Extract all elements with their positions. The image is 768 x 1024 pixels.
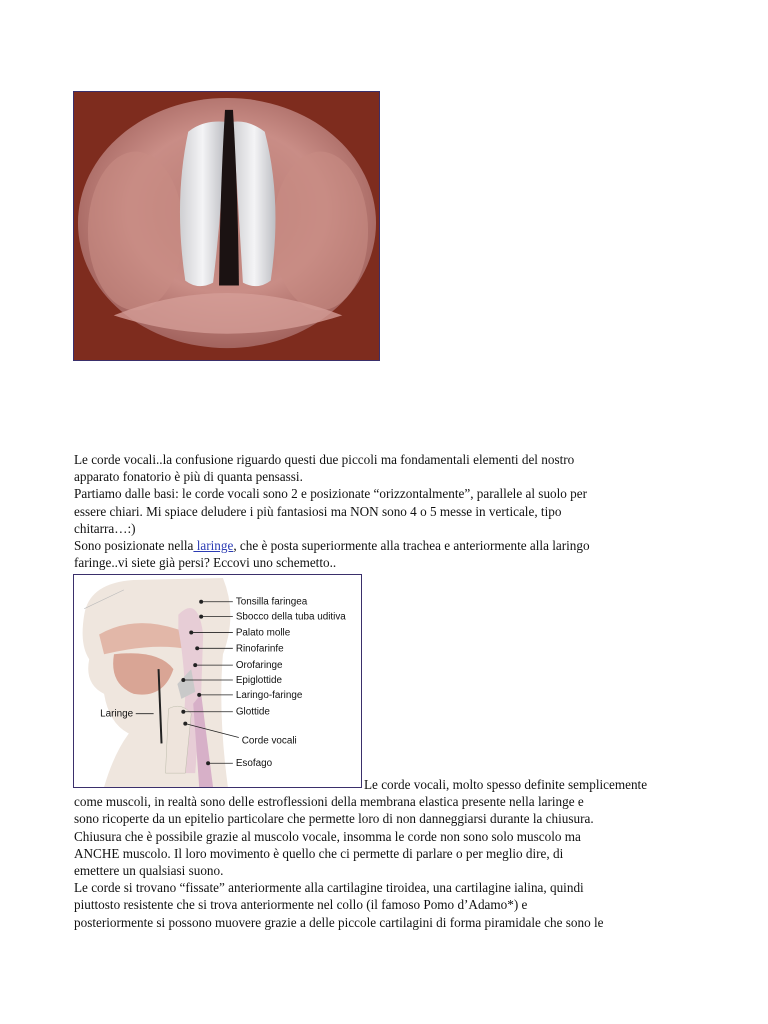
- text-line: Chiusura che è possibile grazie al muscolo vocale, insomma le corde non sono solo muscolo ma: [74, 828, 581, 844]
- label-laringo-faringe: Laringo-faringe: [235, 689, 303, 701]
- label-rinofaringe: Rinofarinfe: [235, 643, 284, 655]
- text-line: piuttosto resistente che si trova anteriormente nel collo (il famoso Pomo d’Adamo*) e: [74, 897, 528, 913]
- text-line: posteriormente si possono muovere grazie a delle piccole cartilagini di forma piramidale che sono le: [74, 914, 604, 930]
- paragraph-description: [74, 776, 698, 931]
- text-line: essere chiari. Mi spiace deludere i più fantasiosi ma NON sono 4 o 5 messe in verticale, tipo: [74, 503, 562, 519]
- text-line: [74, 537, 698, 554]
- label-esofago: Esofago: [235, 758, 273, 770]
- text-line: come muscoli, in realtà sono delle estroflessioni della membrana elastica presente nella laringe e: [74, 794, 584, 810]
- text-line: Le corde si trovano “fissate” anteriormente alla cartilagine tiroidea, una cartilagine ialina, quindi: [74, 880, 584, 896]
- label-tonsilla: Tonsilla faringea: [235, 596, 308, 608]
- label-palato: Palato molle: [235, 627, 291, 639]
- text-fragment: , che è posta superiormente alla trachea e anteriormente alla laringo: [233, 538, 590, 554]
- label-epiglottide: Epiglottide: [235, 674, 283, 686]
- paragraph-intro: [74, 451, 698, 571]
- text-line: apparato fonatorio è più di quanta pensassi.: [74, 469, 303, 485]
- vocal-cords-photo: [73, 91, 380, 361]
- label-corde-vocali: Corde vocali: [241, 735, 297, 747]
- label-laringe: Laringe: [100, 708, 134, 720]
- text-line: chitarra…:): [74, 520, 136, 536]
- anatomy-diagram: [73, 574, 362, 788]
- text-line: Le corde vocali..la confusione riguardo questi due piccoli ma fondamentali elementi del nostro: [74, 452, 575, 467]
- label-orofaringe: Orofaringe: [235, 660, 283, 672]
- text-line: Partiamo dalle basi: le corde vocali sono 2 e posizionate “orizzontalmente”, parallele al suolo per: [74, 486, 588, 502]
- label-glottide: Glottide: [235, 706, 270, 718]
- text-line: emettere un qualsiasi suono.: [74, 863, 224, 879]
- text-line: sono ricoperte da un epitelio particolare che permette loro di non danneggiarsi durante la chiusura.: [74, 811, 594, 827]
- laringe-link[interactable]: laringe: [193, 538, 234, 554]
- text-fragment: Sono posizionate nella: [74, 538, 194, 554]
- text-line: Le corde vocali, molto spesso definite semplicemente: [364, 777, 648, 792]
- text-line: ANCHE muscolo. Il loro movimento è quello che ci permette di parlare o per meglio dire, di: [74, 845, 564, 861]
- text-line: faringe..vi siete già persi? Eccovi uno schemetto..: [74, 555, 337, 571]
- label-sbocco: Sbocco della tuba uditiva: [235, 611, 346, 623]
